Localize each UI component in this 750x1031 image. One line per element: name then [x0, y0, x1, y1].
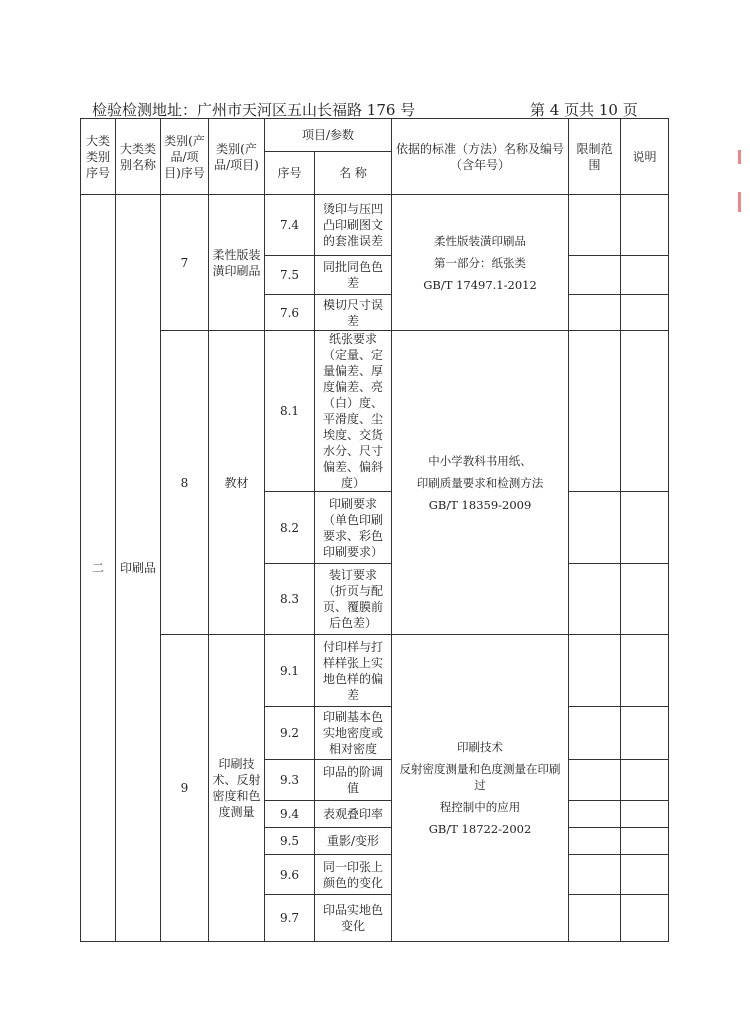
note-cell [621, 331, 669, 492]
item-name: 印品的阶调值 [315, 760, 392, 801]
margin-mark [738, 150, 741, 164]
note-cell [621, 855, 669, 895]
group-no: 7 [161, 195, 209, 331]
item-no: 7.6 [265, 295, 315, 331]
note-cell [621, 895, 669, 942]
item-no: 9.4 [265, 801, 315, 828]
standard-line: GB/T 18359-2009 [428, 497, 532, 512]
major-no: 二 [81, 195, 116, 942]
item-no: 7.5 [265, 256, 315, 295]
note-cell [621, 256, 669, 295]
item-name: 印刷要求（单色印刷要求、彩色印刷要求） [315, 492, 392, 564]
note-cell [621, 492, 669, 564]
col-item-no: 序号 [265, 152, 315, 195]
note-cell [621, 828, 669, 855]
item-no: 9.1 [265, 635, 315, 707]
item-no: 7.4 [265, 195, 315, 256]
note-cell [621, 707, 669, 760]
limit-cell [569, 855, 621, 895]
note-cell [621, 801, 669, 828]
limit-cell [569, 828, 621, 855]
inspection-address: 检验检测地址：广州市天河区五山长福路 176 号 [92, 101, 416, 119]
col-category-no: 类别(产品/项目)序号 [161, 119, 209, 195]
standard-line: 反射密度测量和色度测量在印刷过 [399, 762, 561, 792]
item-no: 8.2 [265, 492, 315, 564]
note-cell [621, 295, 669, 331]
item-name: 烫印与压凹凸印刷图文的套准误差 [315, 195, 392, 256]
col-note: 说明 [621, 119, 669, 195]
standard-line: 中小学教科书用纸、 [428, 453, 532, 468]
col-category: 类别(产品/项目) [209, 119, 265, 195]
col-standard: 依据的标准（方法）名称及编号（含年号） [392, 119, 569, 195]
limit-cell [569, 295, 621, 331]
col-item-name: 名 称 [315, 152, 392, 195]
scope-table [80, 118, 669, 942]
standard-line: 印刷技术 [457, 740, 504, 754]
table-row [81, 635, 669, 707]
group-no: 8 [161, 331, 209, 635]
standard-line: 程控制中的应用 [439, 800, 521, 814]
item-name: 纸张要求（定量、定量偏差、厚度偏差、亮（白）度、平滑度、尘埃度、交货水分、尺寸偏差、偏斜度） [315, 331, 392, 492]
note-cell [621, 760, 669, 801]
standard-cell [392, 635, 569, 942]
item-name: 印品实地色变化 [315, 895, 392, 942]
major-name: 印刷品 [116, 195, 161, 942]
col-limit: 限制范围 [569, 119, 621, 195]
limit-cell [569, 707, 621, 760]
item-no: 9.6 [265, 855, 315, 895]
limit-cell [569, 195, 621, 256]
standard-cell [392, 195, 569, 331]
limit-cell [569, 331, 621, 492]
standard-line: GB/T 17497.1-2012 [423, 277, 537, 292]
note-cell [621, 564, 669, 635]
item-name: 付印样与打样样张上实地色样的偏差 [315, 635, 392, 707]
col-items-group: 项目/参数 [265, 119, 392, 152]
limit-cell [569, 895, 621, 942]
standard-line: 第一部分：纸张类 [434, 255, 527, 270]
table-row [81, 331, 669, 492]
item-no: 9.2 [265, 707, 315, 760]
item-no: 9.3 [265, 760, 315, 801]
item-name: 印刷基本色实地密度或相对密度 [315, 707, 392, 760]
item-name: 重影/变形 [315, 828, 392, 855]
item-name: 模切尺寸误差 [315, 295, 392, 331]
group-name: 教材 [209, 331, 265, 635]
limit-cell [569, 801, 621, 828]
limit-cell [569, 256, 621, 295]
margin-mark [738, 192, 741, 212]
standard-line: GB/T 18722-2002 [428, 822, 532, 836]
limit-cell [569, 635, 621, 707]
limit-cell [569, 760, 621, 801]
note-cell [621, 195, 669, 256]
limit-cell [569, 492, 621, 564]
standard-cell [392, 331, 569, 635]
col-major-name: 大类类别名称 [116, 119, 161, 195]
item-no: 8.3 [265, 564, 315, 635]
item-name: 同一印张上颜色的变化 [315, 855, 392, 895]
item-name: 同批同色色差 [315, 256, 392, 295]
col-major-no: 大类类别序号 [81, 119, 116, 195]
limit-cell [569, 564, 621, 635]
standard-line: 印刷质量要求和检测方法 [416, 475, 544, 490]
item-no: 9.5 [265, 828, 315, 855]
item-no: 9.7 [265, 895, 315, 942]
item-name: 表观叠印率 [315, 801, 392, 828]
table-row [81, 195, 669, 256]
group-name: 柔性版装潢印刷品 [209, 195, 265, 331]
item-no: 8.1 [265, 331, 315, 492]
item-name: 装订要求（折页与配页、覆膜前后色差） [315, 564, 392, 635]
group-no: 9 [161, 635, 209, 942]
group-name: 印刷技术、反射密度和色度测量 [209, 635, 265, 942]
standard-line: 柔性版装潢印刷品 [434, 233, 527, 248]
page-number: 第 4 页共 10 页 [530, 101, 638, 119]
note-cell [621, 635, 669, 707]
